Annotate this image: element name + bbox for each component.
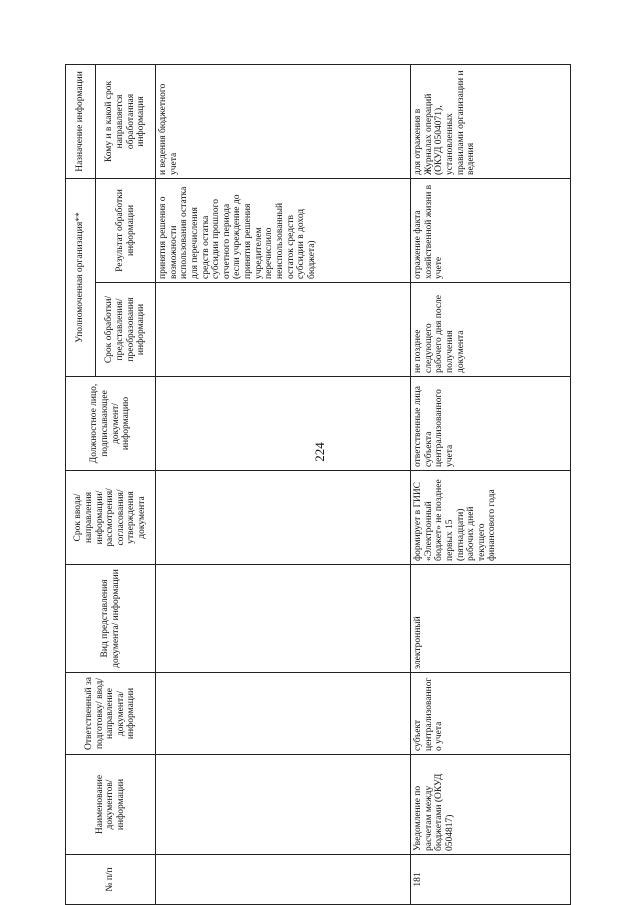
cell-official	[156, 377, 411, 471]
cell-name	[156, 755, 411, 855]
cell-deadline: формирует в ГИИС «Электронный бюджет» не позднее первых 15 (пятнадцати) рабочих дней текущего финансового года	[411, 471, 571, 565]
header-view: Вид представления документа/ информации	[66, 565, 156, 673]
cell-result: отражение факта хозяйственной жизни в учете	[411, 178, 571, 282]
cell-num	[156, 855, 411, 905]
header-num: № п/п	[66, 855, 156, 905]
header-responsible: Ответственный за подготовку/ ввод/ направление документа/ информации	[66, 673, 156, 755]
cell-num: 181	[411, 855, 571, 905]
cell-official: ответственные лица субъекта централизованного учета	[411, 377, 571, 471]
header-purpose: Назначение информации	[66, 64, 96, 178]
cell-purpose: для отражения в Журналах операций (ОКУД 0504071), установленных правилами организации и ведения	[411, 64, 571, 178]
header-official: Должностное лицо, подписывающее документ/ информацию	[66, 377, 156, 471]
table-row	[156, 64, 411, 904]
header-to-whom: Кому и в какой срок направляется обработанная информация	[96, 64, 156, 178]
header-deadline: Срок ввода/ направления информации/ рассмотрения/ согласования/ утверждения документа	[66, 471, 156, 565]
cell-deadline	[156, 471, 411, 565]
cell-processing-term	[156, 283, 411, 377]
cell-result: принятия решения о возможности использования остатка для перечисления средств остатка субсидии прошлого отчетного периода (если учреждение до принятия решения учредителем перечислило неиспользованный остаток средств субсидии в доход бюджета)	[156, 178, 411, 282]
cell-responsible: субъект централизованного учета	[411, 673, 571, 755]
cell-name: Уведомление по расчетам между бюджетами (ОКУД 0504817)	[411, 755, 571, 855]
header-name: Наименование документов/информации	[66, 755, 156, 855]
cell-processing-term: не позднее следующего рабочего дня после получения документа	[411, 283, 571, 377]
header-processing-term: Срок обработки/ представления/ преобразования информации	[96, 283, 156, 377]
cell-purpose: и ведения бюджетного учета	[156, 64, 411, 178]
page-number: 224	[312, 442, 327, 462]
header-authorized-org: Уполномоченная организация**	[66, 178, 96, 376]
cell-view: электронный	[411, 565, 571, 673]
document-table	[65, 64, 571, 905]
table-row	[411, 64, 571, 904]
rotated-table-container	[65, 65, 575, 905]
cell-view	[156, 565, 411, 673]
document-sheet	[65, 65, 575, 905]
header-result: Результат обработки информации	[96, 178, 156, 282]
cell-responsible	[156, 673, 411, 755]
